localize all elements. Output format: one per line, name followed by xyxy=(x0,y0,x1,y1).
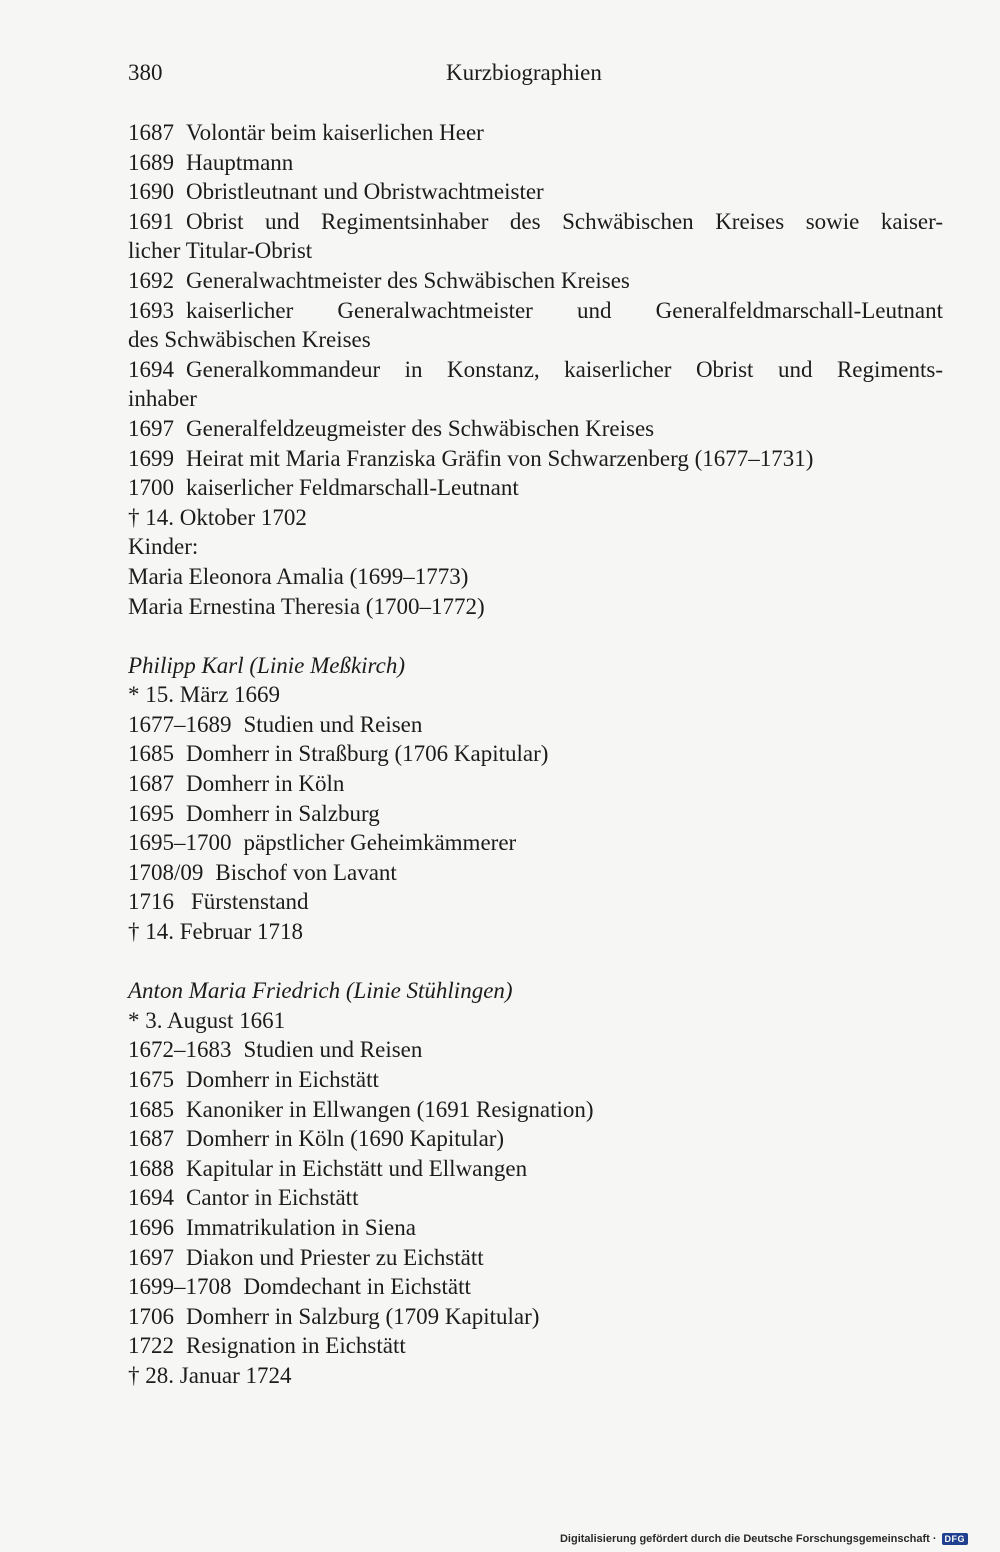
list-item xyxy=(128,1124,943,1154)
entry-text: Domherr in Köln (1690 Kapitular) xyxy=(186,1126,505,1152)
list-item xyxy=(128,887,943,917)
entry-text: Fürstenstand xyxy=(191,889,309,915)
list-item xyxy=(128,1183,943,1213)
entry-text: Kapitular in Eichstätt und Ellwangen xyxy=(186,1155,528,1181)
child-item: Maria Ernestina Theresia (1700–1772) xyxy=(128,593,485,619)
entry-text: Cantor in Eichstätt xyxy=(186,1185,359,1211)
entry-year: 1693 xyxy=(128,297,174,323)
entry-text: Generalfeldzeugmeister des Schwäbischen Kreises xyxy=(186,415,655,441)
birth-date: * 15. März 1669 xyxy=(128,682,281,708)
entry-text: Immatrikulation in Siena xyxy=(186,1214,416,1240)
entry-text-continuation: licher Titular-Obrist xyxy=(128,238,313,264)
list-item xyxy=(128,296,943,355)
entry-year: 1685 xyxy=(128,741,174,767)
entry-text-continuation: des Schwäbischen Kreises xyxy=(128,327,371,353)
list-item xyxy=(128,118,943,148)
entry-text-continuation: inhaber xyxy=(128,386,197,412)
list-item xyxy=(128,1065,943,1095)
entry-year: 1685 xyxy=(128,1096,174,1122)
entry-text: kaiserlicher Generalwachtmeister und Generalfeldmarschall-Leutnant xyxy=(186,297,943,323)
entry-year: 1699–1708 xyxy=(128,1274,232,1300)
list-item xyxy=(128,473,943,503)
entry-year: 1687 xyxy=(128,771,174,797)
entry-year: 1722 xyxy=(128,1333,174,1359)
entry-text: Kanoniker in Ellwangen (1691 Resignation) xyxy=(186,1096,594,1122)
running-title: Kurzbiographien xyxy=(446,60,602,85)
list-item xyxy=(128,1035,943,1065)
list-item xyxy=(128,710,943,740)
entry-text: Studien und Reisen xyxy=(243,711,423,737)
death-date: † 14. Oktober 1702 xyxy=(128,504,307,530)
entry-year: 1706 xyxy=(128,1303,174,1329)
page-number: 380 xyxy=(128,60,163,85)
list-item xyxy=(128,1213,943,1243)
entry-text: Domherr in Straßburg (1706 Kapitular) xyxy=(186,741,549,767)
list-item xyxy=(128,1154,943,1184)
children-label: Kinder: xyxy=(128,534,199,560)
list-item xyxy=(128,414,943,444)
entry-text: Obrist und Regimentsinhaber des Schwäbischen Kreises sowie kaiser- xyxy=(186,208,943,234)
entry-text: Domherr in Salzburg (1709 Kapitular) xyxy=(186,1303,540,1329)
entry-text: Domdechant in Eichstätt xyxy=(243,1274,471,1300)
entry-text: Generalkommandeur in Konstanz, kaiserlicher Obrist und Regiments- xyxy=(186,356,943,382)
entry-year: 1695–1700 xyxy=(128,830,232,856)
entry-year: 1708/09 xyxy=(128,859,204,885)
entry-year: 1697 xyxy=(128,415,174,441)
entry-year: 1677–1689 xyxy=(128,711,232,737)
entry-text: Hauptmann xyxy=(186,149,294,175)
list-item xyxy=(128,739,943,769)
death-date: † 28. Januar 1724 xyxy=(128,1362,292,1388)
entry-text: päpstlicher Geheimkämmerer xyxy=(243,830,517,856)
entry-text: Resignation in Eichstätt xyxy=(186,1333,406,1359)
entry-year: 1691 xyxy=(128,208,174,234)
entry-text: Domherr in Köln xyxy=(186,771,345,797)
entry-year: 1699 xyxy=(128,445,174,471)
death-date: † 14. Februar 1718 xyxy=(128,919,304,945)
list-item xyxy=(128,266,943,296)
list-item xyxy=(128,207,943,266)
entry-year: 1697 xyxy=(128,1244,174,1270)
list-item xyxy=(128,858,943,888)
list-item xyxy=(128,444,943,474)
entry-text: Studien und Reisen xyxy=(243,1037,423,1063)
list-item xyxy=(128,799,943,829)
entry-year: 1675 xyxy=(128,1067,174,1092)
entry-year: 1694 xyxy=(128,356,174,382)
entry-text: Domherr in Eichstätt xyxy=(186,1067,379,1092)
entry-year: 1689 xyxy=(128,149,174,175)
list-item xyxy=(128,1095,943,1125)
entry-year: 1690 xyxy=(128,179,174,205)
entry-year: 1687 xyxy=(128,1126,174,1152)
list-item xyxy=(128,148,943,178)
list-item xyxy=(128,177,943,207)
entry-year: 1700 xyxy=(128,475,174,501)
entry-year: 1695 xyxy=(128,800,174,826)
list-item xyxy=(128,1243,943,1273)
section-heading: Anton Maria Friedrich (Linie Stühlingen) xyxy=(128,978,513,1004)
entry-year: 1716 xyxy=(128,889,174,915)
entry-text: Bischof von Lavant xyxy=(215,859,397,885)
section-heading: Philipp Karl (Linie Meßkirch) xyxy=(128,652,406,678)
entry-text: Generalwachtmeister des Schwäbischen Kreises xyxy=(186,267,630,293)
entry-text: Diakon und Priester zu Eichstätt xyxy=(186,1244,484,1270)
entry-year: 1694 xyxy=(128,1185,174,1211)
list-item xyxy=(128,1272,943,1302)
entry-year: 1692 xyxy=(128,267,174,293)
dfg-logo-icon: DFG xyxy=(942,1533,969,1545)
list-item xyxy=(128,828,943,858)
entry-text: kaiserlicher Feldmarschall-Leutnant xyxy=(186,475,519,501)
entry-text: Volontär beim kaiserlichen Heer xyxy=(186,120,484,145)
entry-text: Heirat mit Maria Franziska Gräfin von Schwarzenberg (1677–1731) xyxy=(186,445,814,471)
digitization-credit xyxy=(560,1533,968,1545)
list-item xyxy=(128,1331,943,1361)
list-item xyxy=(128,1302,943,1332)
entry-year: 1672–1683 xyxy=(128,1037,232,1063)
credit-text: Digitalisierung gefördert durch die Deutsche Forschungsgemeinschaft · xyxy=(559,1533,937,1545)
entry-year: 1696 xyxy=(128,1214,174,1240)
child-item: Maria Eleonora Amalia (1699–1773) xyxy=(128,563,469,589)
entry-text: Domherr in Salzburg xyxy=(186,800,380,826)
entry-year: 1688 xyxy=(128,1155,174,1181)
list-item xyxy=(128,355,943,414)
list-item xyxy=(128,769,943,799)
entry-year: 1687 xyxy=(128,120,174,145)
birth-date: * 3. August 1661 xyxy=(128,1007,286,1033)
page-content xyxy=(128,118,943,1391)
entry-text: Obristleutnant und Obristwachtmeister xyxy=(186,179,544,205)
